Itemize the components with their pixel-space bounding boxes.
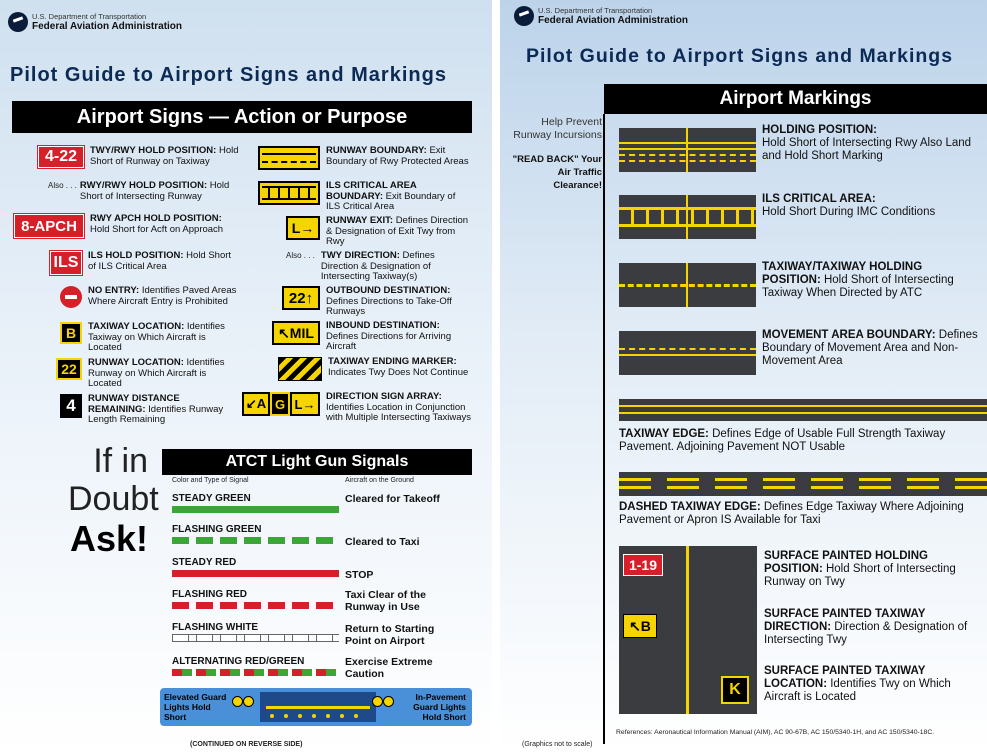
sign-4-22: 4-22 xyxy=(38,146,84,168)
sign-heading: RUNWAY EXIT: xyxy=(326,215,394,226)
agency-label: Federal Aviation Administration xyxy=(538,15,689,26)
runway-boundary-sign xyxy=(258,146,320,170)
sign-array-a: ↙A xyxy=(242,392,270,416)
faa-header-left xyxy=(8,12,182,32)
marking-text: Hold Short of Intersecting Taxiway When Directed by ATC xyxy=(762,274,954,299)
marking-heading: MOVEMENT AREA BOUNDARY: xyxy=(762,329,936,341)
sign-heading: RUNWAY DISTANCE REMAINING: xyxy=(88,393,180,415)
marking-heading: ILS CRITICAL AREA: xyxy=(762,193,876,205)
sign-array-l: L→ xyxy=(290,392,320,416)
sign-heading: RUNWAY BOUNDARY: xyxy=(326,145,427,156)
sign-heading: RWY/RWY HOLD POSITION: xyxy=(79,180,208,191)
marking-heading: SURFACE PAINTED TAXIWAY DIRECTION: xyxy=(764,608,926,633)
faa-header-right xyxy=(514,6,688,26)
sign-outbound-22: 22↑ xyxy=(282,286,320,310)
doubt-line-2: Doubt xyxy=(68,480,159,518)
also-label: Also . . . xyxy=(48,181,77,190)
sign-heading: RWY APCH HOLD POSITION: xyxy=(90,213,222,224)
sign-text: Hold Short of ILS Critical Area xyxy=(88,250,232,272)
alternating-bar xyxy=(172,669,339,676)
sign-row xyxy=(14,214,240,238)
help-text: Help Prevent Runway Incursions xyxy=(513,116,602,141)
marking-desc xyxy=(619,428,979,454)
marking-text: Identifies Twy on Which Aircraft is Located xyxy=(764,678,951,703)
inpavement-label: In-Pavement Guard Lights Hold Short xyxy=(413,692,466,722)
graphics-note: (Graphics not to scale) xyxy=(522,741,593,748)
sign-text: Defines Direction & Designation of Exit Twy from Rwy xyxy=(326,215,469,247)
painted-hold-sign: 1-19 xyxy=(623,554,663,576)
marking-text: Hold Short of Intersecting Runway on Twy xyxy=(764,563,956,588)
sign-row xyxy=(56,358,238,390)
sign-exit-l: L→ xyxy=(286,216,320,240)
sign-inbound-mil: ↖MIL xyxy=(272,321,320,345)
sign-text: Identifies Runway Length Remaining xyxy=(88,403,224,425)
marking-text: Hold Short of Intersecting Rwy Also Land and Hold Short Marking xyxy=(762,137,972,162)
marking-desc xyxy=(764,608,984,647)
painted-location-sign: K xyxy=(721,676,749,704)
gun-meaning: STOP xyxy=(345,569,374,581)
page-fold xyxy=(492,0,500,753)
sign-heading: TAXIWAY ENDING MARKER: xyxy=(328,356,457,367)
marking-desc xyxy=(764,550,984,589)
sign-heading: RUNWAY LOCATION: xyxy=(88,357,184,368)
gun-meaning: Cleared to Taxi xyxy=(345,536,420,548)
flashing-white-bar xyxy=(172,634,339,642)
gun-name: STEADY GREEN xyxy=(172,493,251,504)
sign-row xyxy=(60,322,238,354)
sign-text: Exit Boundary of Rwy Protected Areas xyxy=(326,145,469,167)
sign-row xyxy=(286,251,467,283)
gun-col1-header: Color and Type of Signal xyxy=(172,477,249,484)
sign-row xyxy=(258,146,472,170)
elevated-label: Elevated Guard Lights Hold Short xyxy=(164,692,227,722)
sign-heading: TWY/RWY HOLD POSITION: xyxy=(90,145,217,156)
sign-heading: NO ENTRY: xyxy=(88,285,140,296)
sign-text: Identifies Paved Areas Where Aircraft Entry is Prohibited xyxy=(88,285,237,307)
also-label: Also . . . xyxy=(286,251,315,260)
marking-text: Direction & Designation of Intersecting Twy xyxy=(764,621,968,646)
sign-8-apch: 8-APCH xyxy=(14,214,84,238)
sign-text: Exit Boundary of ILS Critical Area xyxy=(326,190,456,212)
sign-row xyxy=(272,321,472,353)
sign-text: Hold Short for Acft on Approach xyxy=(90,223,224,235)
agency-label: Federal Aviation Administration xyxy=(32,21,183,32)
marking-heading: DASHED TAXIWAY EDGE: xyxy=(619,501,761,513)
right-panel xyxy=(500,0,987,753)
light-gun-title: ATCT Light Gun Signals xyxy=(162,449,472,475)
marking-text: Hold Short During IMC Conditions xyxy=(762,206,936,218)
sign-heading: INBOUND DESTINATION: xyxy=(326,320,440,331)
marking-heading: HOLDING POSITION: xyxy=(762,124,877,136)
page-title: Pilot Guide to Airport Signs and Markings xyxy=(526,45,954,67)
left-panel xyxy=(0,0,492,753)
sign-text: Defines Directions to Take-Off Runways xyxy=(326,295,452,317)
marking-heading: TAXIWAY EDGE: xyxy=(619,428,709,440)
sign-row xyxy=(60,286,238,308)
faa-logo-icon xyxy=(8,12,28,32)
guard-lights-strip xyxy=(160,688,472,726)
doubt-line-3: Ask! xyxy=(69,518,148,559)
sign-row xyxy=(282,286,472,318)
sign-text: Identifies Location in Conjunction with Multiple Intersecting Taxiways xyxy=(326,401,472,423)
marking-heading: TAXIWAY/TAXIWAY HOLDING POSITION: xyxy=(762,261,923,286)
sign-22: 22 xyxy=(56,358,82,380)
sign-text: Identifies Taxiway on Which Aircraft is Located xyxy=(88,321,225,353)
sign-text: Defines Direction & Designation of Intersecting Taxiway(s) xyxy=(320,250,435,282)
sign-4: 4 xyxy=(60,394,82,418)
ils-boundary-sign xyxy=(258,181,320,205)
dashed-taxiway-edge-marking xyxy=(619,472,987,496)
gun-name: FLASHING GREEN xyxy=(172,524,262,535)
markings-section-title: Airport Markings xyxy=(604,84,987,114)
sign-text: Hold Short of Intersecting Runway xyxy=(79,180,230,202)
sign-heading: TAXIWAY LOCATION: xyxy=(88,321,185,332)
painted-direction-sign: ↖B xyxy=(623,614,657,638)
sign-array-g: G xyxy=(270,392,290,416)
sign-text: Identifies Runway on Which Aircraft is Located xyxy=(88,357,225,389)
vertical-rule xyxy=(603,114,605,744)
signs-section-title: Airport Signs — Action or Purpose xyxy=(12,101,472,133)
flashing-green-bar xyxy=(172,537,339,544)
gun-name: STEADY RED xyxy=(172,557,237,568)
sign-row xyxy=(50,251,238,275)
sign-row xyxy=(258,181,472,213)
sign-row xyxy=(38,146,240,168)
marking-heading: SURFACE PAINTED HOLDING POSITION: xyxy=(764,550,928,575)
runway-lights-icon xyxy=(260,692,376,722)
elevated-lights-icon xyxy=(232,696,254,708)
faa-logo-icon xyxy=(514,6,534,26)
sign-text: Indicates Twy Does Not Continue xyxy=(328,366,469,378)
dept-label: U.S. Department of Transportation xyxy=(538,6,653,15)
sign-b: B xyxy=(60,322,82,344)
gun-col2-header: Aircraft on the Ground xyxy=(345,477,414,484)
sign-row xyxy=(278,357,474,381)
sign-heading: ILS HOLD POSITION: xyxy=(88,250,184,261)
sign-row xyxy=(48,181,232,202)
direction-sign-array xyxy=(242,392,320,416)
marking-text: Defines Edge Taxiway Where Adjoining Pavement or Apron IS Available for Taxi xyxy=(619,501,964,526)
taxiway-edge-marking xyxy=(619,399,987,421)
steady-red-bar xyxy=(172,570,339,577)
references-note: References: Aeronautical Information Manual (AIM), AC 90-67B, AC 150/5340-1H, and AC 150/5340-18C. xyxy=(616,729,935,736)
marking-desc xyxy=(762,261,984,300)
gun-meaning: Cleared for Takeoff xyxy=(345,493,440,505)
sign-ils: ILS xyxy=(50,251,82,275)
gun-name: FLASHING RED xyxy=(172,589,247,600)
sign-row xyxy=(60,394,238,426)
gun-meaning: Return to Starting Point on Airport xyxy=(345,623,435,647)
marking-text: Defines Edge of Usable Full Strength Taxiway Pavement. Adjoining Pavement NOT Usable xyxy=(619,428,946,453)
sign-row xyxy=(286,216,472,248)
readback-text: "READ BACK" Your Air Traffic Clearance! xyxy=(512,154,602,191)
flashing-red-bar xyxy=(172,602,339,609)
ils-critical-marking xyxy=(619,195,756,239)
sign-heading: OUTBOUND DESTINATION: xyxy=(326,285,451,296)
taxiway-holding-marking xyxy=(619,263,756,307)
movement-boundary-marking xyxy=(619,331,756,375)
taxiway-ending-marker-sign xyxy=(278,357,322,381)
doubt-block xyxy=(68,442,159,560)
gun-meaning: Taxi Clear of the Runway in Use xyxy=(345,589,426,613)
steady-green-bar xyxy=(172,506,339,513)
marking-heading: SURFACE PAINTED TAXIWAY LOCATION: xyxy=(764,665,926,690)
gun-meaning: Exercise Extreme Caution xyxy=(345,656,433,680)
marking-desc xyxy=(762,124,984,163)
gun-name: ALTERNATING RED/GREEN xyxy=(172,656,305,667)
gun-name: FLASHING WHITE xyxy=(172,622,259,633)
continued-note: (CONTINUED ON REVERSE SIDE) xyxy=(190,741,303,748)
surface-painted-marking xyxy=(619,546,757,714)
no-entry-icon xyxy=(60,286,82,308)
marking-desc xyxy=(762,193,984,219)
sign-row xyxy=(242,392,472,424)
sign-text: Hold Short of Runway on Taxiway xyxy=(90,145,239,167)
marking-desc xyxy=(764,665,984,704)
marking-desc xyxy=(619,501,979,527)
holding-position-marking xyxy=(619,128,756,172)
marking-text: Defines Boundary of Movement Area and Non-Movement Area xyxy=(762,329,978,367)
page-title: Pilot Guide to Airport Signs and Markings xyxy=(10,64,447,86)
sign-heading: TWY DIRECTION: xyxy=(320,250,400,261)
marking-desc xyxy=(762,329,984,368)
doubt-line-1: If in xyxy=(93,442,148,480)
dept-label: U.S. Department of Transportation xyxy=(32,12,147,21)
sign-text: Defines Directions for Arriving Aircraft xyxy=(326,330,452,352)
inpavement-lights-icon xyxy=(372,696,394,708)
sign-heading: ILS CRITICAL AREA BOUNDARY: xyxy=(326,180,417,202)
sign-heading: DIRECTION SIGN ARRAY: xyxy=(326,391,442,402)
